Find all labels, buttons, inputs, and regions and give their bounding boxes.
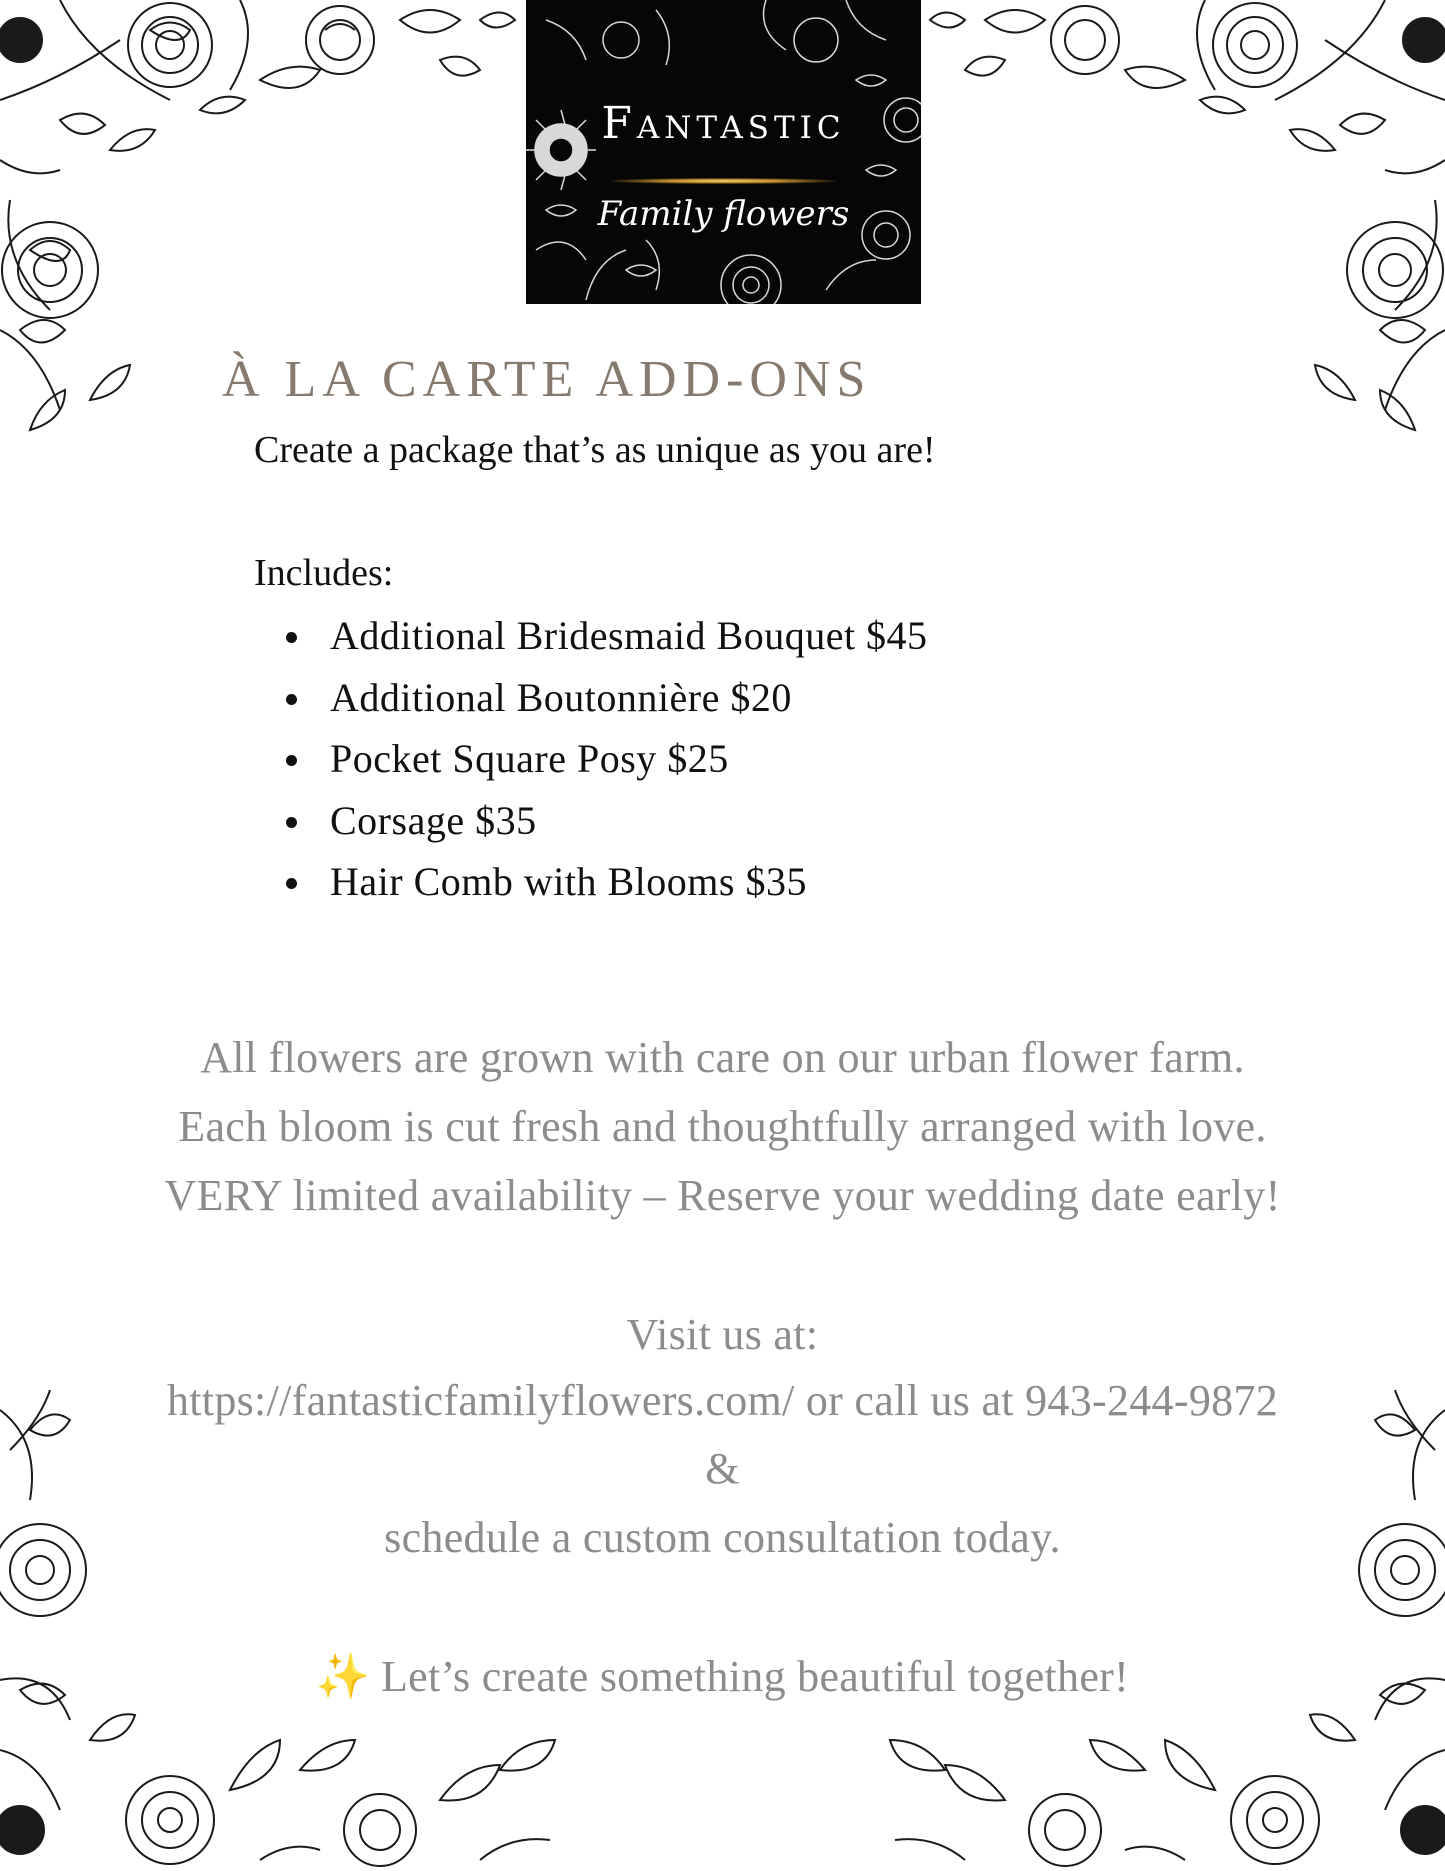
logo-gold-divider [611,178,836,184]
contact-line [40,1375,1405,1426]
brand-logo [526,0,921,304]
call-text: or call us at [794,1376,1026,1425]
tagline: Create a package that’s as unique as you are! [254,429,936,471]
includes-label: Includes: [254,552,394,594]
logo-title: Fantastic [601,98,846,149]
list-item [286,670,928,732]
website-link[interactable]: https://fantasticfamilyflowers.com/ [166,1376,795,1425]
visit-label: Visit us at: [626,1310,819,1359]
list-item [286,608,928,670]
page-title: À LA CARTE ADD-ONS [222,351,872,408]
about-line-2: Each bloom is cut fresh and thoughtfully arranged with love. [178,1102,1267,1151]
phone-number[interactable]: 943-244-9872 [1025,1376,1279,1425]
list-item [286,793,928,855]
addon-list [286,608,928,916]
bullet-icon [286,755,297,766]
addon-label: Pocket Square Posy $25 [330,736,729,781]
floral-corner-top-right [925,0,1445,480]
about-line-1: All flowers are grown with care on our urban flower farm. [200,1033,1245,1082]
sparkles-icon: ✨ [315,1652,371,1701]
logo-floral-artwork [526,0,921,304]
addon-label: Additional Bridesmaid Bouquet $45 [330,613,928,658]
schedule-line: schedule a custom consultation today. [384,1513,1061,1562]
closing-line [40,1650,1405,1702]
list-item [286,731,928,793]
logo-subtitle: Family flowers [597,194,850,234]
list-item [286,854,928,916]
addon-label: Corsage $35 [330,797,537,843]
bullet-icon [286,817,297,828]
addon-label: Additional Boutonnière $20 [330,674,792,720]
ampersand: & [705,1444,740,1493]
about-line-3: VERY limited availability – Reserve your wedding date early! [164,1171,1281,1220]
bullet-icon [286,878,297,889]
bullet-icon [286,694,297,705]
closing-text: Let’s create something beautiful together! [380,1652,1130,1701]
addon-label: Hair Comb with Blooms $35 [330,859,807,904]
bullet-icon [286,632,297,643]
